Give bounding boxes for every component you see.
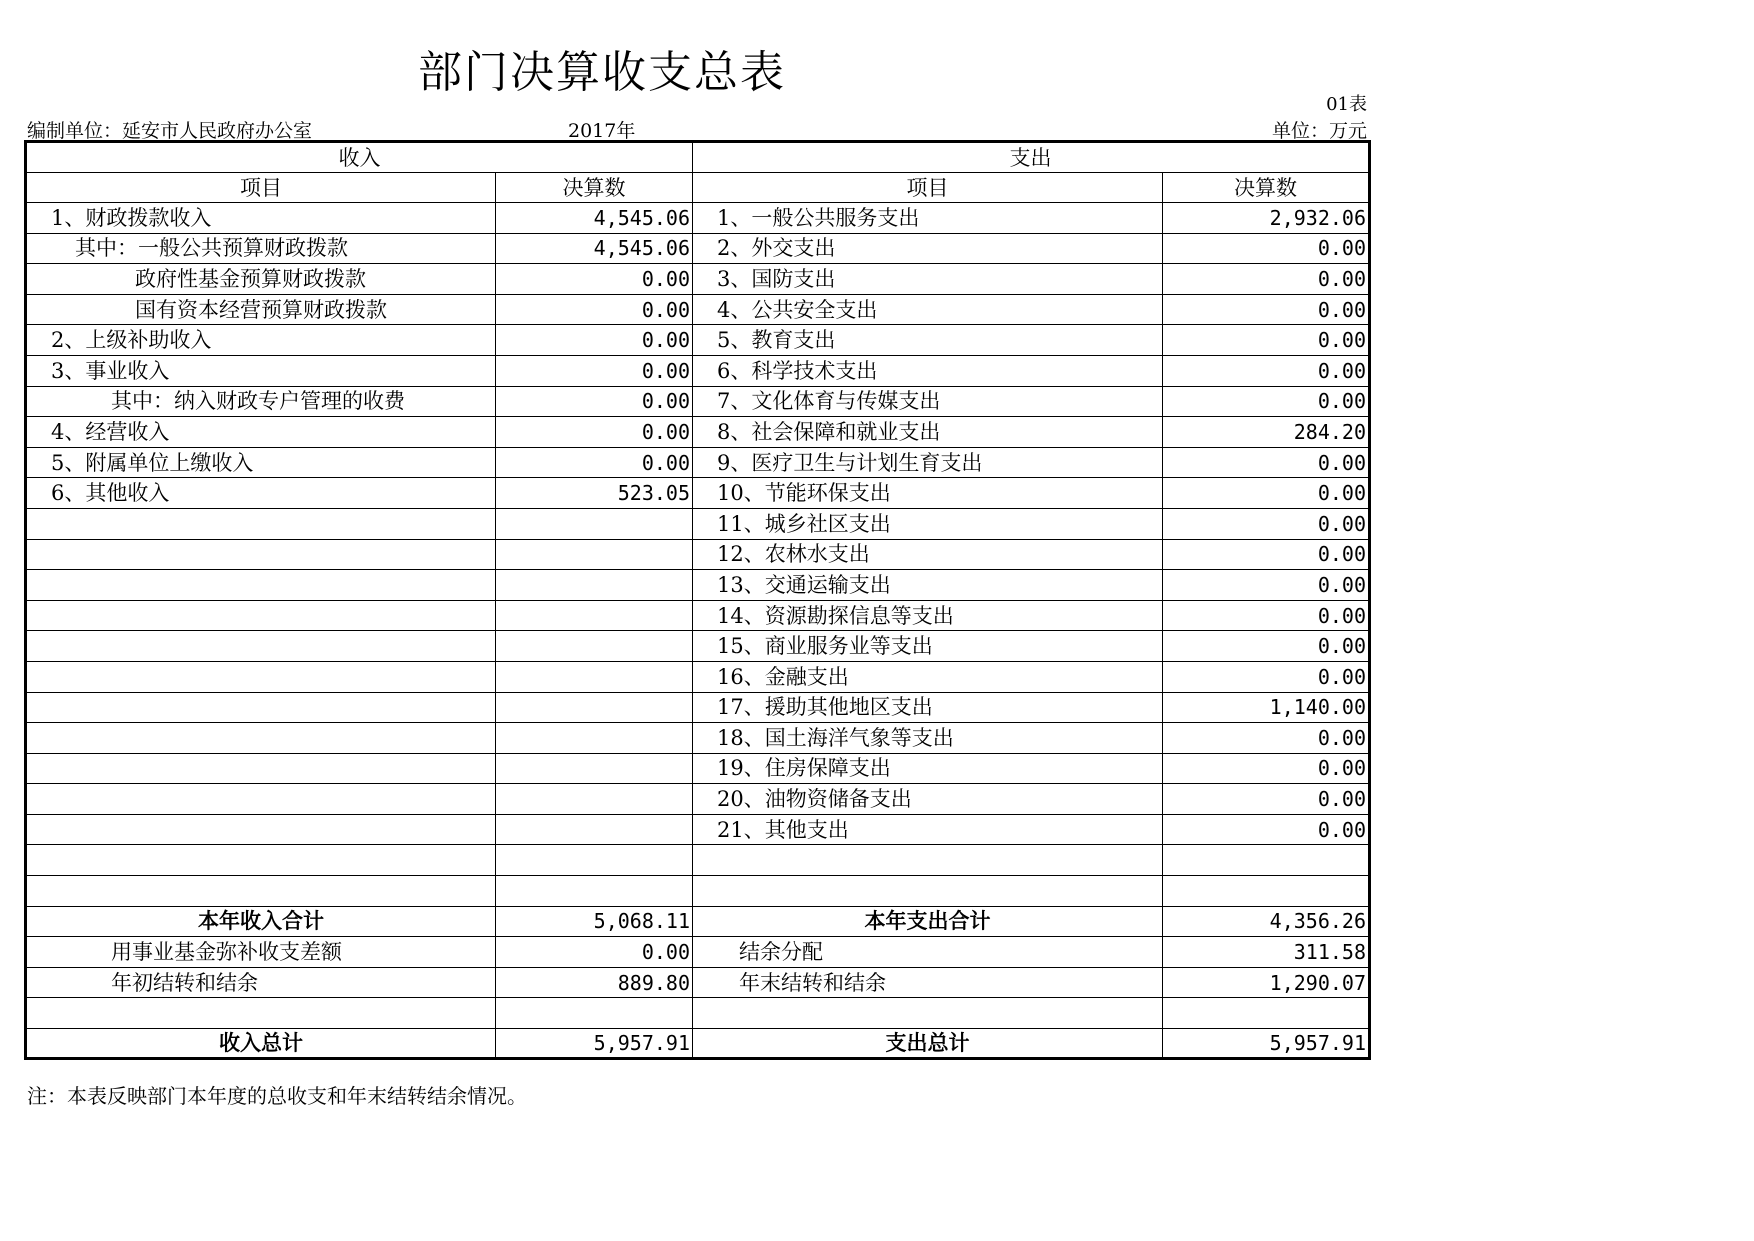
- table-row: [26, 967, 1370, 998]
- table-row: [26, 723, 1370, 754]
- expense-amount: 284.20: [1163, 417, 1370, 448]
- income-amount: [496, 723, 693, 754]
- table-row: [26, 937, 1370, 968]
- income-item: 3、事业收入: [26, 355, 496, 386]
- expense-item: 17、援助其他地区支出: [693, 692, 1163, 723]
- income-item: [26, 753, 496, 784]
- expense-amount: [1163, 998, 1370, 1029]
- expense-amount: 311.58: [1163, 937, 1370, 968]
- income-amount: [496, 692, 693, 723]
- table-row: [26, 417, 1370, 448]
- table-row: [26, 570, 1370, 601]
- expense-amount: 0.00: [1163, 570, 1370, 601]
- table-row: [26, 692, 1370, 723]
- table-row: [26, 753, 1370, 784]
- expense-amount: [1163, 845, 1370, 876]
- table-row: [26, 294, 1370, 325]
- income-amount: 0.00: [496, 264, 693, 295]
- income-item: 其中：纳入财政专户管理的收费: [26, 386, 496, 417]
- income-amount: 0.00: [496, 937, 693, 968]
- expense-total-value: 5,957.91: [1163, 1029, 1370, 1059]
- income-item: [26, 784, 496, 815]
- expense-item: [693, 998, 1163, 1029]
- table-row: [26, 264, 1370, 295]
- table-row: [26, 233, 1370, 264]
- table-row: [26, 508, 1370, 539]
- income-amount: 0.00: [496, 447, 693, 478]
- expense-item: 9、医疗卫生与计划生育支出: [693, 447, 1163, 478]
- expense-amount: 0.00: [1163, 294, 1370, 325]
- income-item: 5、附属单位上缴收入: [26, 447, 496, 478]
- income-item: [26, 631, 496, 662]
- table-row: [26, 845, 1370, 876]
- expense-item: [693, 876, 1163, 907]
- table-row: [26, 325, 1370, 356]
- expense-item: 21、其他支出: [693, 814, 1163, 845]
- expense-amount: 1,140.00: [1163, 692, 1370, 723]
- income-amount: [496, 508, 693, 539]
- income-amount: 4,545.06: [496, 203, 693, 234]
- expense-amount: 0.00: [1163, 600, 1370, 631]
- expense-amount: 0.00: [1163, 355, 1370, 386]
- expense-item: 11、城乡社区支出: [693, 508, 1163, 539]
- income-item: 6、其他收入: [26, 478, 496, 509]
- table-row: [26, 539, 1370, 570]
- income-amount: 0.00: [496, 355, 693, 386]
- expense-item: 20、油物资储备支出: [693, 784, 1163, 815]
- income-amount: 4,545.06: [496, 233, 693, 264]
- income-item: [26, 814, 496, 845]
- expense-item: 1、一般公共服务支出: [693, 203, 1163, 234]
- table-row: [26, 876, 1370, 907]
- expense-amount: 0.00: [1163, 386, 1370, 417]
- income-amount: 0.00: [496, 325, 693, 356]
- income-item: 1、财政拨款收入: [26, 203, 496, 234]
- income-amount: 889.80: [496, 967, 693, 998]
- income-item: [26, 539, 496, 570]
- table-row: [26, 386, 1370, 417]
- income-subtotal-value: 5,068.11: [496, 906, 693, 937]
- income-item: 国有资本经营预算财政拨款: [26, 294, 496, 325]
- table-row: [26, 661, 1370, 692]
- income-item: 4、经营收入: [26, 417, 496, 448]
- income-item: [26, 600, 496, 631]
- table-row: [26, 203, 1370, 234]
- income-total-value: 5,957.91: [496, 1029, 693, 1059]
- expense-amount: 0.00: [1163, 539, 1370, 570]
- income-item: [26, 692, 496, 723]
- expense-item: 2、外交支出: [693, 233, 1163, 264]
- total-row: [26, 1029, 1370, 1059]
- expense-subtotal-label: 本年支出合计: [693, 906, 1163, 937]
- table-row: [26, 814, 1370, 845]
- income-amount: 523.05: [496, 478, 693, 509]
- expense-amount: 0.00: [1163, 661, 1370, 692]
- expense-amount: 0.00: [1163, 264, 1370, 295]
- page-title: 部门决算收支总表: [418, 47, 786, 98]
- expense-item-header: 项目: [693, 173, 1163, 203]
- income-amount: [496, 631, 693, 662]
- income-item: [26, 570, 496, 601]
- expense-item: 16、金融支出: [693, 661, 1163, 692]
- income-item: [26, 661, 496, 692]
- income-item: 用事业基金弥补收支差额: [26, 937, 496, 968]
- expense-amount: [1163, 876, 1370, 907]
- expense-item: 12、农林水支出: [693, 539, 1163, 570]
- income-amount: 0.00: [496, 294, 693, 325]
- income-amount: [496, 753, 693, 784]
- expense-amount-header: 决算数: [1163, 173, 1370, 203]
- income-item: 年初结转和结余: [26, 967, 496, 998]
- expense-amount: 1,290.07: [1163, 967, 1370, 998]
- expense-amount: 0.00: [1163, 478, 1370, 509]
- expense-total-label: 支出总计: [693, 1029, 1163, 1059]
- expense-item: 6、科学技术支出: [693, 355, 1163, 386]
- income-amount: [496, 814, 693, 845]
- expense-item: 4、公共安全支出: [693, 294, 1163, 325]
- table-row: [26, 447, 1370, 478]
- income-item: 政府性基金预算财政拨款: [26, 264, 496, 295]
- compiling-unit: 编制单位：延安市人民政府办公室: [27, 120, 313, 142]
- income-amount: [496, 539, 693, 570]
- table-row: [26, 355, 1370, 386]
- income-amount-header: 决算数: [496, 173, 693, 203]
- table-row: [26, 600, 1370, 631]
- income-item-header: 项目: [26, 173, 496, 203]
- expense-amount: 0.00: [1163, 814, 1370, 845]
- expense-item: 10、节能环保支出: [693, 478, 1163, 509]
- expense-subtotal-value: 4,356.26: [1163, 906, 1370, 937]
- table-row: [26, 784, 1370, 815]
- income-section-header: 收入: [26, 142, 693, 173]
- expense-item: 19、住房保障支出: [693, 753, 1163, 784]
- income-total-label: 收入总计: [26, 1029, 496, 1059]
- expense-item: [693, 845, 1163, 876]
- fiscal-year: 2017年: [568, 120, 636, 142]
- income-amount: [496, 845, 693, 876]
- income-amount: [496, 876, 693, 907]
- currency-unit: 单位：万元: [1271, 120, 1367, 142]
- expense-item: 15、商业服务业等支出: [693, 631, 1163, 662]
- income-subtotal-label: 本年收入合计: [26, 906, 496, 937]
- income-item: [26, 845, 496, 876]
- income-amount: [496, 784, 693, 815]
- expense-item: 8、社会保障和就业支出: [693, 417, 1163, 448]
- expense-item: 18、国土海洋气象等支出: [693, 723, 1163, 754]
- income-amount: 0.00: [496, 417, 693, 448]
- expense-item: 5、教育支出: [693, 325, 1163, 356]
- expense-item: 年末结转和结余: [693, 967, 1163, 998]
- expense-amount: 0.00: [1163, 447, 1370, 478]
- expense-amount: 2,932.06: [1163, 203, 1370, 234]
- table-number: 01表: [1326, 94, 1367, 115]
- income-item: 2、上级补助收入: [26, 325, 496, 356]
- expense-item: 结余分配: [693, 937, 1163, 968]
- expense-amount: 0.00: [1163, 233, 1370, 264]
- column-header-row: [26, 173, 1370, 203]
- income-amount: [496, 998, 693, 1029]
- expense-item: 14、资源勘探信息等支出: [693, 600, 1163, 631]
- income-amount: [496, 600, 693, 631]
- income-amount: [496, 570, 693, 601]
- subtotal-row: [26, 906, 1370, 937]
- expense-section-header: 支出: [693, 142, 1370, 173]
- expense-item: 13、交通运输支出: [693, 570, 1163, 601]
- expense-amount: 0.00: [1163, 723, 1370, 754]
- expense-amount: 0.00: [1163, 784, 1370, 815]
- expense-item: 3、国防支出: [693, 264, 1163, 295]
- income-item: [26, 998, 496, 1029]
- table-row: [26, 998, 1370, 1029]
- income-item: [26, 876, 496, 907]
- expense-amount: 0.00: [1163, 508, 1370, 539]
- expense-amount: 0.00: [1163, 325, 1370, 356]
- income-item: 其中：一般公共预算财政拨款: [26, 233, 496, 264]
- section-header-row: [26, 142, 1370, 173]
- footnote: 注：本表反映部门本年度的总收支和年末结转结余情况。: [27, 1084, 527, 1108]
- income-amount: [496, 661, 693, 692]
- expense-amount: 0.00: [1163, 753, 1370, 784]
- income-amount: 0.00: [496, 386, 693, 417]
- table-row: [26, 478, 1370, 509]
- budget-table: [24, 140, 1371, 1060]
- expense-item: 7、文化体育与传媒支出: [693, 386, 1163, 417]
- expense-amount: 0.00: [1163, 631, 1370, 662]
- income-item: [26, 508, 496, 539]
- table-row: [26, 631, 1370, 662]
- income-item: [26, 723, 496, 754]
